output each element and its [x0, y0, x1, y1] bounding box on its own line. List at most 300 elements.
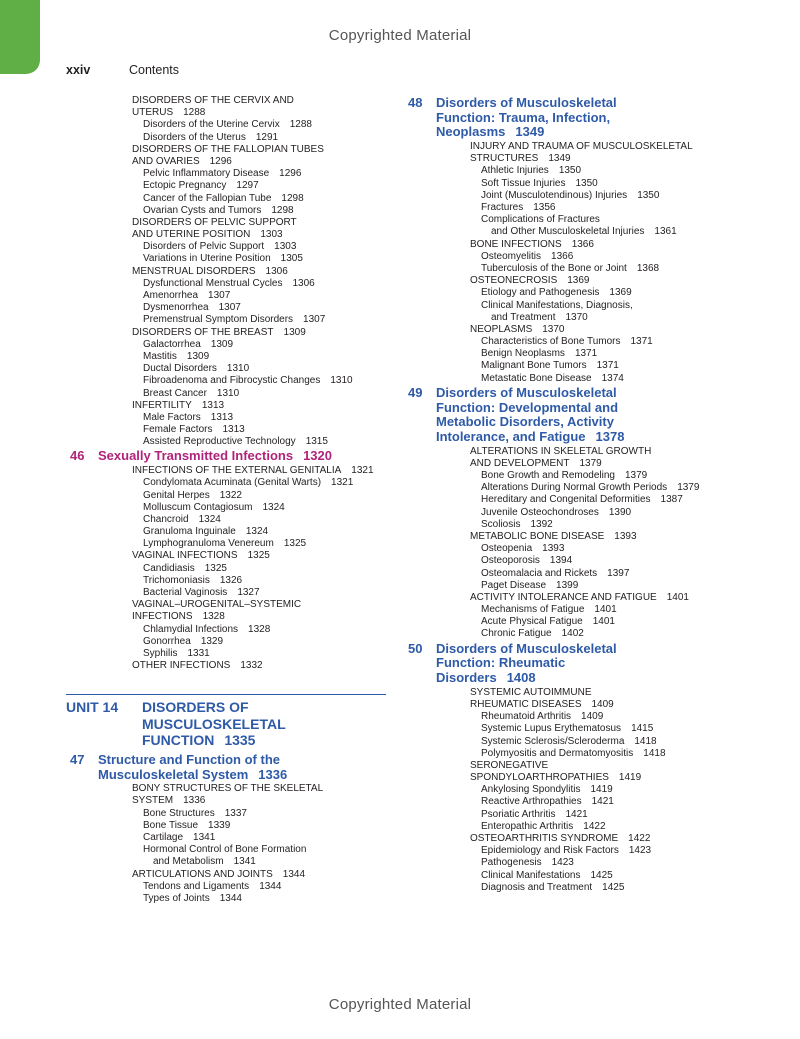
- toc-entry-title: MENSTRUAL DISORDERS: [132, 265, 256, 277]
- toc-entry-title: Chancroid: [143, 513, 189, 525]
- toc-entry: [66, 144, 386, 156]
- toc-entry-title: Athletic Injuries: [481, 165, 549, 177]
- toc-entry-page: 1288: [183, 107, 206, 119]
- chapter-heading: [66, 449, 386, 464]
- toc-entry-page: 1321: [331, 477, 354, 489]
- toc-entry-title: Paget Disease: [481, 579, 547, 591]
- toc-entry: [66, 412, 386, 424]
- toc-entry-title: Benign Neoplasms: [481, 348, 565, 360]
- toc-entry: [408, 882, 728, 894]
- toc-entry-title: Osteomyelitis: [481, 250, 542, 262]
- chapter-title: [436, 386, 726, 445]
- chapter-title-line: Neoplasms: [436, 124, 506, 140]
- toc-entry-page: 1307: [208, 290, 231, 301]
- toc-entry-page: 1366: [551, 250, 574, 262]
- toc-entry: [66, 563, 386, 575]
- toc-entry-page: 1421: [591, 796, 614, 808]
- toc-entry-title: Clinical Manifestations: [481, 869, 581, 881]
- toc-entry-page: 1423: [551, 857, 574, 869]
- toc-entry-title: Epidemiology and Risk Factors: [481, 845, 619, 857]
- toc-entry-page: 1306: [292, 277, 315, 289]
- toc-entry: [408, 324, 728, 336]
- toc-entry: [66, 424, 386, 436]
- toc-entry: [66, 351, 386, 363]
- toc-entry: [408, 711, 728, 723]
- toc-entry-page: 1332: [240, 660, 263, 672]
- toc-right-column: [408, 95, 728, 894]
- toc-entry-page: 1401: [592, 616, 615, 628]
- toc-entry: [66, 266, 386, 278]
- toc-entry-page: 1356: [533, 202, 556, 214]
- toc-entry: [66, 339, 386, 351]
- toc-entry-title: Hormonal Control of Bone Formation: [143, 844, 307, 856]
- toc-entry: [66, 180, 386, 192]
- toc-entry: [408, 214, 728, 226]
- chapter-title-line: Disorders of Musculoskeletal: [436, 95, 617, 110]
- toc-entry-page: 1399: [556, 579, 579, 591]
- toc-entry: [66, 278, 386, 290]
- toc-entry-title: Clinical Manifestations, Diagnosis,: [481, 299, 633, 311]
- toc-entry-page: 1306: [265, 265, 288, 277]
- toc-entry-title: Breast Cancer: [143, 387, 207, 399]
- toc-entry-title: Lymphogranuloma Venereum: [143, 538, 274, 550]
- chapter-title-line: Function: Rheumatic: [436, 655, 566, 671]
- toc-entry-title: Characteristics of Bone Tumors: [481, 336, 621, 348]
- toc-entry-title: SYSTEM: [132, 795, 174, 807]
- toc-entry-title: ALTERATIONS IN SKELETAL GROWTH: [470, 445, 652, 457]
- toc-entry: [66, 388, 386, 400]
- chapter-heading: [408, 642, 728, 686]
- toc-entry: [66, 477, 386, 489]
- toc-entry-page: 1325: [283, 538, 307, 550]
- toc-entry-title: Premenstrual Symptom Disorders: [143, 314, 294, 326]
- toc-entry: [66, 95, 386, 107]
- toc-entry-title: Bone Growth and Remodeling: [481, 470, 615, 482]
- chapter-title-line: Metabolic Disorders, Activity: [436, 414, 614, 430]
- toc-entry-title: Cartilage: [143, 831, 184, 843]
- toc-entry-page: 1394: [549, 555, 573, 567]
- toc-entry-title: Candidiasis: [143, 562, 195, 574]
- chapter-title: [98, 449, 386, 464]
- toc-entry: [408, 178, 728, 190]
- toc-entry: [408, 723, 728, 735]
- toc-entry-title: Amenorrhea: [143, 290, 199, 301]
- toc-entry-title: METABOLIC BONE DISEASE: [470, 530, 605, 542]
- toc-entry-title: Soft Tissue Injuries: [481, 177, 566, 189]
- toc-entry: [66, 193, 386, 205]
- toc-entry-page: 1350: [558, 165, 582, 177]
- toc-entry-page: 1331: [187, 647, 210, 659]
- toc-entry: [66, 820, 386, 832]
- toc-entry-title: AND UTERINE POSITION: [132, 229, 251, 241]
- toc-entry-title: Enteropathic Arthritis: [481, 820, 574, 832]
- toc-entry: [66, 526, 386, 538]
- toc-entry: [408, 616, 728, 628]
- unit-title-line: MUSCULOSKELETAL: [142, 715, 286, 732]
- toc-entry-page: 1305: [280, 253, 303, 265]
- toc-entry-page: 1321: [351, 465, 374, 477]
- toc-entry: [66, 881, 386, 893]
- chapter-number: 48: [408, 95, 423, 110]
- unit-label: UNIT 14: [66, 699, 119, 716]
- unit-title-line: FUNCTION: [142, 732, 215, 749]
- toc-entry-page: 1298: [271, 204, 294, 216]
- toc-entry-title: Pathogenesis: [481, 857, 542, 869]
- toc-entry-page: 1325: [247, 550, 270, 562]
- toc-entry-page: 1288: [289, 119, 312, 131]
- toc-entry-page: 1324: [262, 501, 285, 513]
- toc-entry-page: 1425: [590, 869, 613, 881]
- chapter-title-line: Intolerance, and Fatigue: [436, 428, 586, 444]
- chapter-number: 46: [70, 448, 85, 464]
- toc-entry-page: 1327: [237, 587, 260, 599]
- toc-entry: [66, 587, 386, 599]
- toc-entry-page: 1393: [614, 530, 637, 542]
- toc-entry-page: 1324: [245, 526, 269, 538]
- watermark-top: Copyrighted Material: [328, 27, 472, 44]
- toc-entry-title: Mechanisms of Fatigue: [481, 604, 585, 616]
- chapter-title: [98, 753, 386, 782]
- toc-entry: [408, 141, 728, 153]
- toc-entry-page: 1322: [219, 489, 242, 501]
- toc-entry: [408, 287, 728, 299]
- toc-entry-title: Genital Herpes: [143, 489, 210, 501]
- toc-entry-title: OSTEOARTHRITIS SYNDROME: [470, 833, 619, 845]
- toc-entry-page: 1397: [607, 567, 630, 579]
- toc-entry-title: ARTICULATIONS AND JOINTS: [132, 868, 273, 880]
- toc-entry: [66, 502, 386, 514]
- toc-entry-page: 1296: [279, 168, 302, 180]
- toc-entry: [66, 375, 386, 387]
- chapter-title: [436, 96, 726, 140]
- toc-entry: [408, 519, 728, 531]
- toc-entry-title: Chlamydial Infections: [143, 623, 239, 635]
- toc-entry-title: Tendons and Ligaments: [143, 880, 250, 892]
- toc-entry-title: Mastitis: [143, 350, 177, 362]
- toc-entry-page: 1344: [259, 880, 282, 892]
- toc-entry-title: Galactorrhea: [143, 338, 201, 350]
- toc-entry-page: 1393: [542, 543, 565, 555]
- toc-entry-page: 1415: [631, 723, 654, 735]
- toc-entry-page: 1371: [630, 336, 653, 348]
- toc-entry: [66, 783, 386, 795]
- chapter-title-line: Disorders: [436, 670, 497, 686]
- toc-entry: [408, 165, 728, 177]
- toc-entry-page: 1310: [330, 375, 353, 387]
- toc-entry: [66, 575, 386, 587]
- toc-entry-title: Osteoporosis: [481, 555, 540, 567]
- toc-entry-page: 1418: [634, 735, 657, 747]
- toc-entry: [408, 300, 728, 312]
- toc-entry-title: Trichomoniasis: [143, 574, 210, 586]
- toc-entry-page: 1422: [583, 820, 606, 832]
- toc-entry-page: 1379: [677, 482, 700, 494]
- toc-entry-title: Dysfunctional Menstrual Cycles: [143, 277, 283, 289]
- toc-entry-title: Etiology and Pathogenesis: [481, 287, 600, 299]
- toc-entry: [66, 550, 386, 562]
- toc-entry-title: Female Factors: [143, 424, 213, 436]
- toc-entry-title: DISORDERS OF THE CERVIX AND: [132, 95, 294, 106]
- toc-entry: [408, 470, 728, 482]
- toc-entry-page: 1291: [255, 131, 279, 143]
- toc-entry: [66, 636, 386, 648]
- toc-entry: [408, 239, 728, 251]
- toc-entry: [408, 870, 728, 882]
- running-head: Contents: [129, 63, 180, 77]
- toc-entry: [66, 599, 386, 611]
- toc-entry: [408, 482, 728, 494]
- toc-entry-page: 1344: [282, 868, 306, 880]
- toc-entry: [66, 132, 386, 144]
- toc-entry: [408, 263, 728, 275]
- toc-entry-title: Tuberculosis of the Bone or Joint: [481, 262, 627, 274]
- toc-entry-title: Complications of Fractures: [481, 214, 600, 226]
- page-number: xxiv: [66, 63, 91, 77]
- toc-entry-page: 1298: [281, 192, 304, 204]
- toc-entry: [408, 760, 728, 772]
- toc-entry-title: Molluscum Contagiosum: [143, 501, 253, 513]
- chapter-heading: [408, 386, 728, 445]
- toc-entry: [66, 156, 386, 168]
- toc-entry: [66, 327, 386, 339]
- toc-entry-page: 1328: [248, 623, 271, 635]
- toc-entry-title: INFECTIONS OF THE EXTERNAL GENITALIA: [132, 465, 342, 477]
- toc-entry: [408, 543, 728, 555]
- toc-entry: [408, 446, 728, 458]
- toc-entry-title: Disorders of the Uterus: [143, 131, 246, 143]
- toc-entry-title: Psoriatic Arthritis: [481, 808, 556, 820]
- toc-entry-page: 1361: [654, 226, 677, 238]
- toc-entry-title: Reactive Arthropathies: [481, 796, 582, 808]
- toc-entry-page: 1307: [218, 302, 241, 314]
- chapter-number: 47: [70, 751, 85, 767]
- toc-entry: [66, 514, 386, 526]
- toc-entry-title: INJURY AND TRAUMA OF MUSCULOSKELETAL: [470, 141, 693, 153]
- toc-entry: [408, 507, 728, 519]
- toc-entry-page: 1401: [666, 591, 689, 603]
- chapter-title-line: Structure and Function of the: [98, 751, 280, 767]
- toc-entry-page: 1387: [660, 494, 683, 506]
- toc-entry-title: Dysmenorrhea: [143, 302, 209, 314]
- toc-entry-title: Ductal Disorders: [143, 363, 217, 375]
- toc-entry-title: Bacterial Vaginosis: [143, 587, 228, 599]
- toc-entry: [408, 568, 728, 580]
- toc-entry-page: 1392: [530, 518, 553, 530]
- toc-entry: [408, 796, 728, 808]
- toc-entry: [408, 604, 728, 616]
- toc-entry-title: Variations in Uterine Position: [143, 253, 271, 265]
- toc-entry-page: 1371: [574, 348, 598, 360]
- toc-entry-page: 1326: [219, 574, 243, 586]
- toc-entry-title: Metastatic Bone Disease: [481, 372, 592, 384]
- toc-entry-page: 1313: [210, 411, 234, 423]
- toc-entry-page: 1315: [305, 436, 328, 448]
- toc-entry-title: AND OVARIES: [132, 155, 200, 167]
- toc-entry-page: 1369: [567, 275, 590, 287]
- toc-entry: [408, 494, 728, 506]
- chapter-title-line: Function: Developmental and: [436, 399, 619, 415]
- toc-entry-page: 1307: [303, 314, 326, 326]
- toc-entry-title: Bone Tissue: [143, 819, 199, 831]
- toc-entry: [408, 153, 728, 165]
- toc-entry-title: Juvenile Osteochondroses: [481, 506, 599, 518]
- toc-entry-page: 1371: [596, 360, 619, 372]
- toc-entry-title: DISORDERS OF PELVIC SUPPORT: [132, 216, 297, 228]
- toc-entry-title: Condylomata Acuminata (Genital Warts): [143, 477, 322, 489]
- toc-entry: [408, 458, 728, 470]
- toc-entry-title: BONE INFECTIONS: [470, 238, 562, 250]
- chapter-title-line: Sexually Transmitted Infections: [98, 448, 294, 464]
- toc-entry-title: ACTIVITY INTOLERANCE AND FATIGUE: [470, 591, 657, 603]
- toc-entry-page: 1309: [210, 338, 234, 350]
- toc-entry-page: 1409: [591, 698, 614, 710]
- toc-entry-title: Ankylosing Spondylitis: [481, 784, 581, 796]
- toc-entry-page: 1336: [183, 795, 206, 807]
- toc-entry: [408, 226, 728, 238]
- toc-entry-title: and Metabolism: [153, 856, 224, 868]
- toc-entry: [408, 531, 728, 543]
- toc-entry: [66, 253, 386, 265]
- chapter-page: 1349: [515, 124, 545, 140]
- toc-left-column: [66, 95, 386, 905]
- toc-entry-title: Malignant Bone Tumors: [481, 360, 587, 372]
- chapter-number: 50: [408, 640, 423, 656]
- chapter-page: 1320: [303, 448, 332, 464]
- toc-entry-page: 1409: [581, 711, 604, 723]
- toc-entry-page: 1297: [236, 180, 259, 192]
- toc-entry: [66, 648, 386, 660]
- toc-entry: [66, 229, 386, 241]
- toc-entry-page: 1350: [637, 189, 660, 201]
- toc-entry: [66, 314, 386, 326]
- toc-entry: [408, 845, 728, 857]
- toc-entry-page: 1313: [201, 399, 225, 411]
- toc-entry: [408, 784, 728, 796]
- toc-entry-page: 1401: [594, 604, 617, 616]
- toc-entry-title: Osteomalacia and Rickets: [481, 567, 598, 579]
- toc-entry-page: 1303: [274, 241, 297, 253]
- toc-entry: [408, 857, 728, 869]
- toc-entry: [408, 772, 728, 784]
- toc-entry: [408, 628, 728, 640]
- toc-entry: [408, 251, 728, 263]
- toc-entry-page: 1423: [628, 845, 652, 857]
- toc-entry-page: 1341: [233, 856, 256, 868]
- toc-entry-title: DISORDERS OF THE FALLOPIAN TUBES: [132, 143, 324, 155]
- chapter-heading: [66, 753, 386, 782]
- toc-entry-title: SYSTEMIC AUTOIMMUNE: [470, 686, 592, 698]
- watermark-bottom: Copyrighted Material: [328, 996, 472, 1013]
- toc-entry-title: VAGINAL–UROGENITAL–SYSTEMIC: [132, 599, 302, 611]
- toc-entry-page: 1339: [208, 819, 231, 831]
- toc-entry-page: 1328: [202, 611, 225, 623]
- toc-entry: [408, 373, 728, 385]
- toc-entry: [408, 687, 728, 699]
- toc-entry-title: Ovarian Cysts and Tumors: [143, 204, 262, 216]
- toc-entry: [408, 202, 728, 214]
- toc-entry-page: 1368: [636, 262, 660, 274]
- toc-entry-page: 1349: [548, 153, 571, 165]
- toc-entry: [408, 360, 728, 372]
- toc-entry-page: 1379: [624, 470, 648, 482]
- toc-entry-title: Fractures: [481, 202, 524, 214]
- toc-entry-title: Diagnosis and Treatment: [481, 881, 593, 893]
- toc-entry-title: Male Factors: [143, 411, 201, 423]
- toc-entry-title: BONY STRUCTURES OF THE SKELETAL: [132, 783, 324, 795]
- toc-entry: [66, 465, 386, 477]
- toc-entry: [66, 893, 386, 905]
- toc-entry-page: 1379: [579, 457, 602, 469]
- toc-entry: [408, 699, 728, 711]
- unit-page: 1335: [224, 732, 256, 749]
- toc-entry-page: 1329: [200, 635, 224, 647]
- toc-entry: [66, 217, 386, 229]
- toc-entry: [408, 348, 728, 360]
- toc-entry-title: VAGINAL INFECTIONS: [132, 550, 238, 562]
- toc-entry: [66, 290, 386, 302]
- toc-entry-title: Acute Physical Fatigue: [481, 616, 583, 628]
- toc-entry-page: 1422: [628, 833, 651, 845]
- toc-entry-title: Disorders of Pelvic Support: [143, 241, 265, 253]
- toc-entry: [66, 363, 386, 375]
- chapter-title: [436, 642, 726, 686]
- toc-entry-page: 1325: [204, 562, 227, 574]
- toc-entry: [408, 736, 728, 748]
- toc-entry: [66, 832, 386, 844]
- toc-entry-page: 1303: [260, 229, 283, 241]
- toc-entry-title: Scoliosis: [481, 518, 521, 530]
- toc-entry-page: 1421: [565, 808, 588, 820]
- toc-entry-title: Rheumatoid Arthritis: [481, 711, 572, 723]
- toc-entry-title: Ectopic Pregnancy: [143, 180, 227, 192]
- toc-entry-page: 1402: [561, 628, 584, 640]
- chapter-title-line: Disorders of Musculoskeletal: [436, 384, 617, 400]
- toc-entry: [66, 869, 386, 881]
- toc-entry-title: and Treatment: [491, 311, 556, 323]
- toc-entry-page: 1309: [283, 326, 306, 338]
- toc-entry: [66, 168, 386, 180]
- toc-entry: [66, 808, 386, 820]
- toc-entry: [66, 490, 386, 502]
- toc-entry-page: 1418: [643, 747, 666, 759]
- chapter-page: 1378: [595, 428, 625, 444]
- toc-entry-title: Cancer of the Fallopian Tube: [143, 192, 272, 204]
- unit-heading: [66, 694, 386, 749]
- toc-entry-page: 1324: [198, 513, 221, 525]
- toc-entry: [408, 809, 728, 821]
- unit-title-line: DISORDERS OF: [142, 699, 249, 716]
- toc-entry-title: UTERUS: [132, 107, 174, 119]
- toc-entry: [66, 660, 386, 672]
- toc-entry-title: Granuloma Inguinale: [143, 526, 236, 538]
- toc-entry-title: and Other Musculoskeletal Injuries: [491, 226, 645, 238]
- toc-entry-page: 1310: [226, 363, 250, 375]
- toc-entry-page: 1337: [224, 807, 247, 819]
- toc-entry: [66, 611, 386, 623]
- toc-entry-title: STRUCTURES: [470, 153, 539, 165]
- chapter-title-line: Disorders of Musculoskeletal: [436, 640, 617, 656]
- toc-entry-page: 1366: [571, 238, 594, 250]
- toc-entry-title: Pelvic Inflammatory Disease: [143, 168, 270, 180]
- chapter-heading: [408, 96, 728, 140]
- toc-entry: [408, 312, 728, 324]
- toc-entry-title: NEOPLASMS: [470, 323, 533, 335]
- toc-entry: [66, 400, 386, 412]
- toc-entry: [66, 107, 386, 119]
- toc-entry-title: RHEUMATIC DISEASES: [470, 698, 582, 710]
- toc-entry-title: OSTEONECROSIS: [470, 275, 558, 287]
- toc-entry-title: Osteopenia: [481, 543, 533, 555]
